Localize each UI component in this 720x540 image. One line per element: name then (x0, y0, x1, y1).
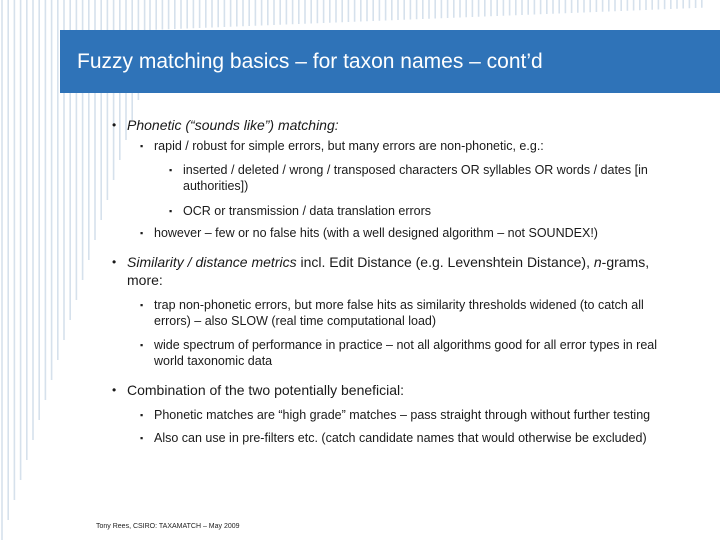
square-bullet-icon: ▪ (140, 228, 144, 238)
bullet-text: rapid / robust for simple errors, but many errors are non-phonetic, e.g.: (154, 139, 544, 153)
bullet-phonetic-sub2 (95, 225, 665, 242)
bullet-combination-text: Combination of the two potentially beneficial: (127, 381, 405, 398)
square-bullet-icon: ▪ (140, 433, 144, 443)
bullet-phonetic-sub1 (95, 138, 665, 155)
square-bullet-icon: ▪ (169, 205, 173, 216)
square-bullet-icon: ▪ (140, 409, 144, 420)
bullet-combination-sub2 (95, 430, 665, 447)
bullet-phonetic-text: Phonetic (“sounds like”) matching: (127, 117, 339, 133)
bullet-similarity-text: incl. Edit Distance (e.g. Levenshtein Distance), (296, 253, 594, 270)
bullet-text: Also can use in pre-filters etc. (catch candidate names that would otherwise be excluded) (154, 431, 647, 445)
square-bullet-icon: ▪ (140, 299, 144, 310)
bullet-similarity (95, 253, 665, 289)
bullet-dot-icon: • (112, 118, 117, 132)
bullet-phonetic-sub1a (95, 162, 665, 195)
slide-footer: Tony Rees, CSIRO: TAXAMATCH – May 2009 (96, 523, 240, 530)
bullet-text: Phonetic matches are “high grade” matches – pass straight through without further testing (154, 407, 651, 422)
slide-title: Fuzzy matching basics – for taxon names – cont’d (77, 50, 543, 73)
bullet-combination (95, 381, 665, 399)
square-bullet-icon: ▪ (169, 164, 173, 175)
bullet-similarity-emphasis-n: n (593, 253, 602, 270)
bullet-phonetic-sub1b (95, 203, 665, 220)
bullet-text: however – few or no false hits (with a well designed algorithm – not SOUNDEX!) (154, 226, 598, 240)
bullet-text: trap non-phonetic errors, but more false hits as similarity thresholds widened (to catch all errors) – also SLOW (real time computational load) (154, 297, 644, 328)
bullet-dot-icon: • (112, 382, 117, 397)
bullet-text: OCR or transmission / data translation errors (183, 203, 432, 218)
bullet-combination-sub1 (95, 407, 665, 424)
bullet-similarity-sub2 (95, 337, 665, 370)
bullet-phonetic (95, 116, 665, 134)
bullet-similarity-sub1 (95, 297, 665, 330)
slide-content (95, 116, 665, 447)
bullet-dot-icon: • (112, 254, 117, 269)
bullet-text: inserted / deleted / wrong / transposed characters OR syllables OR words / dates [in authorities]) (183, 162, 648, 193)
square-bullet-icon: ▪ (140, 141, 144, 151)
bullet-similarity-text-2: -grams, more: (127, 253, 650, 288)
square-bullet-icon: ▪ (140, 339, 144, 350)
bullet-similarity-emphasis: Similarity / distance metrics (127, 253, 297, 270)
bullet-text: wide spectrum of performance in practice – not all algorithms good for all error types in real world taxonomic data (154, 337, 658, 368)
